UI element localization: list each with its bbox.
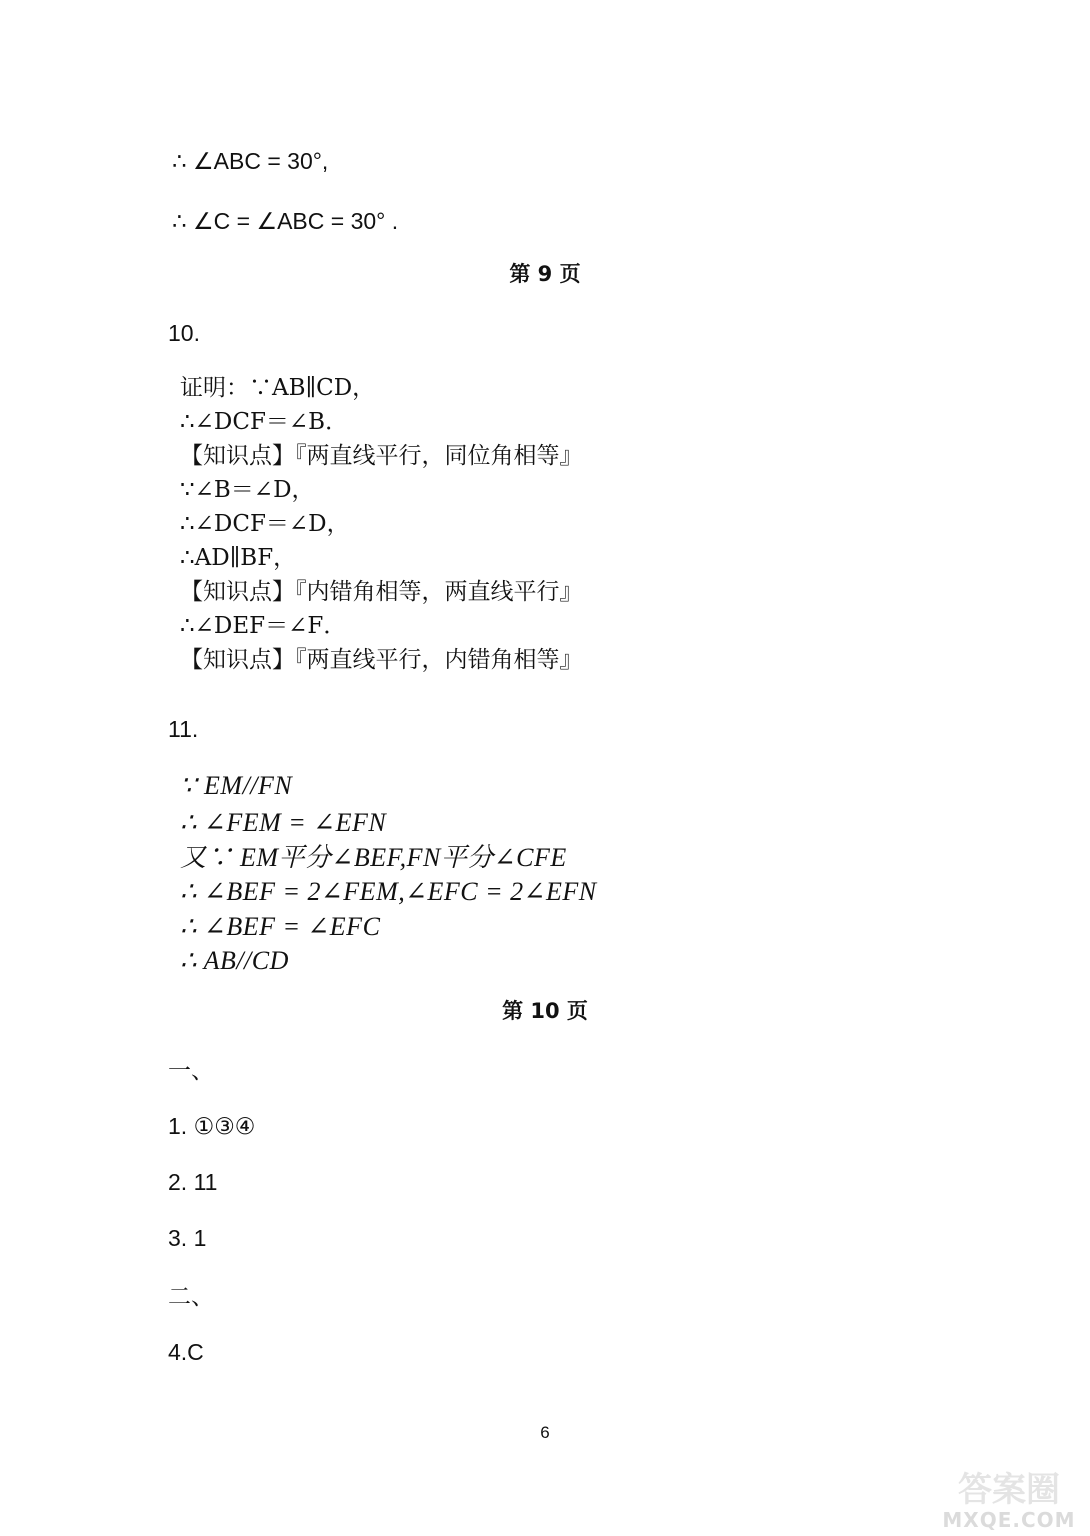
q10-line: ∴∠DEF＝∠F． xyxy=(180,613,347,639)
q10-line: ∵∠B＝∠D， xyxy=(180,477,315,503)
q10-knowledge-point: 【知识点】『内错角相等，两直线平行』 xyxy=(180,579,583,605)
section-2-label: 二、 xyxy=(168,1283,214,1309)
watermark-chinese: 答案圈 xyxy=(958,1470,1060,1510)
q10-knowledge-point: 【知识点】『两直线平行，同位角相等』 xyxy=(180,443,583,469)
answer-item: 4.C xyxy=(168,1339,204,1365)
q11-line: ∴ ∠BEF = 2∠FEM,∠EFC = 2∠EFN xyxy=(180,877,597,906)
question-10-number: 10. xyxy=(168,320,200,346)
q11-line: ∴ AB//CD xyxy=(180,946,289,975)
q10-knowledge-point: 【知识点】『两直线平行，内错角相等』 xyxy=(180,647,583,673)
watermark-logo xyxy=(934,1462,1084,1532)
q11-line: ∵ EM//FN xyxy=(180,771,293,800)
question-11-number: 11. xyxy=(168,716,199,742)
page-number: 6 xyxy=(540,1423,550,1442)
q11-line: ∴ ∠BEF = ∠EFC xyxy=(180,912,381,941)
q10-line: 证明：∵AB∥CD， xyxy=(180,375,376,401)
answer-item: 1. ①③④ xyxy=(168,1113,256,1139)
page-10-heading: 第 10 页 xyxy=(502,999,588,1023)
q11-line: 又∵ EM平分∠BEF,FN平分∠CFE xyxy=(180,843,567,872)
answer-item: 3. 1 xyxy=(168,1225,207,1251)
intro-line-2: ∴ ∠C = ∠ABC = 30° . xyxy=(172,208,399,234)
section-1-label: 一、 xyxy=(168,1057,214,1083)
watermark-site: MXQE.COM xyxy=(942,1508,1076,1532)
q10-line: ∴∠DCF＝∠B． xyxy=(180,409,349,435)
intro-line-1: ∴ ∠ABC = 30°, xyxy=(172,148,329,174)
q10-line: ∴∠DCF＝∠D， xyxy=(180,511,350,537)
answer-item: 2. 11 xyxy=(168,1169,218,1195)
q10-line: ∴AD∥BF， xyxy=(180,545,297,571)
q11-line: ∴ ∠FEM = ∠EFN xyxy=(180,808,387,837)
page-9-heading: 第 9 页 xyxy=(509,262,581,286)
